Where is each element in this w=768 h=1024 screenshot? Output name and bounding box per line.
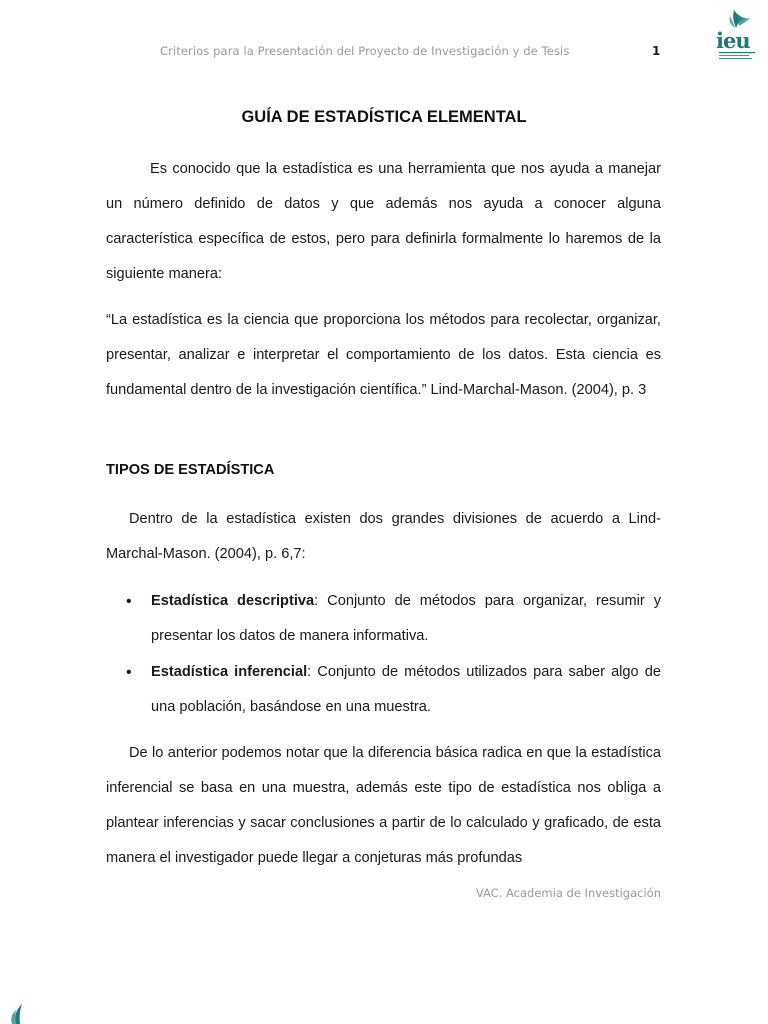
page-footer: VAC. Academia de Investigación xyxy=(475,886,661,900)
bullet-text: : Conjunto de métodos para organizar, resumir y presentar los datos de manera informativa. xyxy=(151,593,661,644)
list-item xyxy=(106,655,661,725)
running-header: Criterios para la Presentación del Proyecto de Investigación y de Tesis xyxy=(160,44,570,58)
section-heading: TIPOS DE ESTADÍSTICA xyxy=(106,462,275,478)
divisions-paragraph: Dentro de la estadística existen dos grandes divisiones de acuerdo a Lind-Marchal-Mason. (2004), p. 6,7: xyxy=(106,511,661,562)
page-number: 1 xyxy=(652,44,661,58)
logo-wordmark: ieu xyxy=(716,28,750,53)
bullet-icon: • xyxy=(126,593,132,610)
bullet-term: Estadística descriptiva xyxy=(151,593,315,609)
document-title: GUÍA DE ESTADÍSTICA ELEMENTAL xyxy=(241,108,527,126)
bullet-icon: • xyxy=(126,664,132,681)
statistics-types-list xyxy=(106,584,661,726)
quote-paragraph: “La estadística es la ciencia que proporciona los métodos para recolectar, organizar, presentar, analizar e interpretar el comportamiento de los datos. Esta ciencia es fundamental dentro de la investigación científica.” Lind-Marchal-Mason. (2004), p. 3 xyxy=(106,312,661,398)
conclusion-paragraph: De lo anterior podemos notar que la diferencia básica radica en que la estadística inferencial se basa en una muestra, además este tipo de estadística nos obliga a plantear inferencias y sacar conclusiones a partir de lo calculado y graficado, de esta manera el investigador puede llegar a conjeturas más profundas xyxy=(106,745,661,866)
corner-leaf-icon xyxy=(6,998,28,1024)
bullet-term: Estadística inferencial xyxy=(151,664,308,680)
bullet-text: : Conjunto de métodos utilizados para saber algo de una población, basándose en una muestra. xyxy=(151,664,661,715)
list-item xyxy=(106,584,661,654)
intro-paragraph: Es conocido que la estadística es una herramienta que nos ayuda a manejar un número definido de datos y que además nos ayuda a conocer alguna característica específica de estos, pero para definirla formalmente lo haremos de la siguiente manera: xyxy=(106,161,661,282)
